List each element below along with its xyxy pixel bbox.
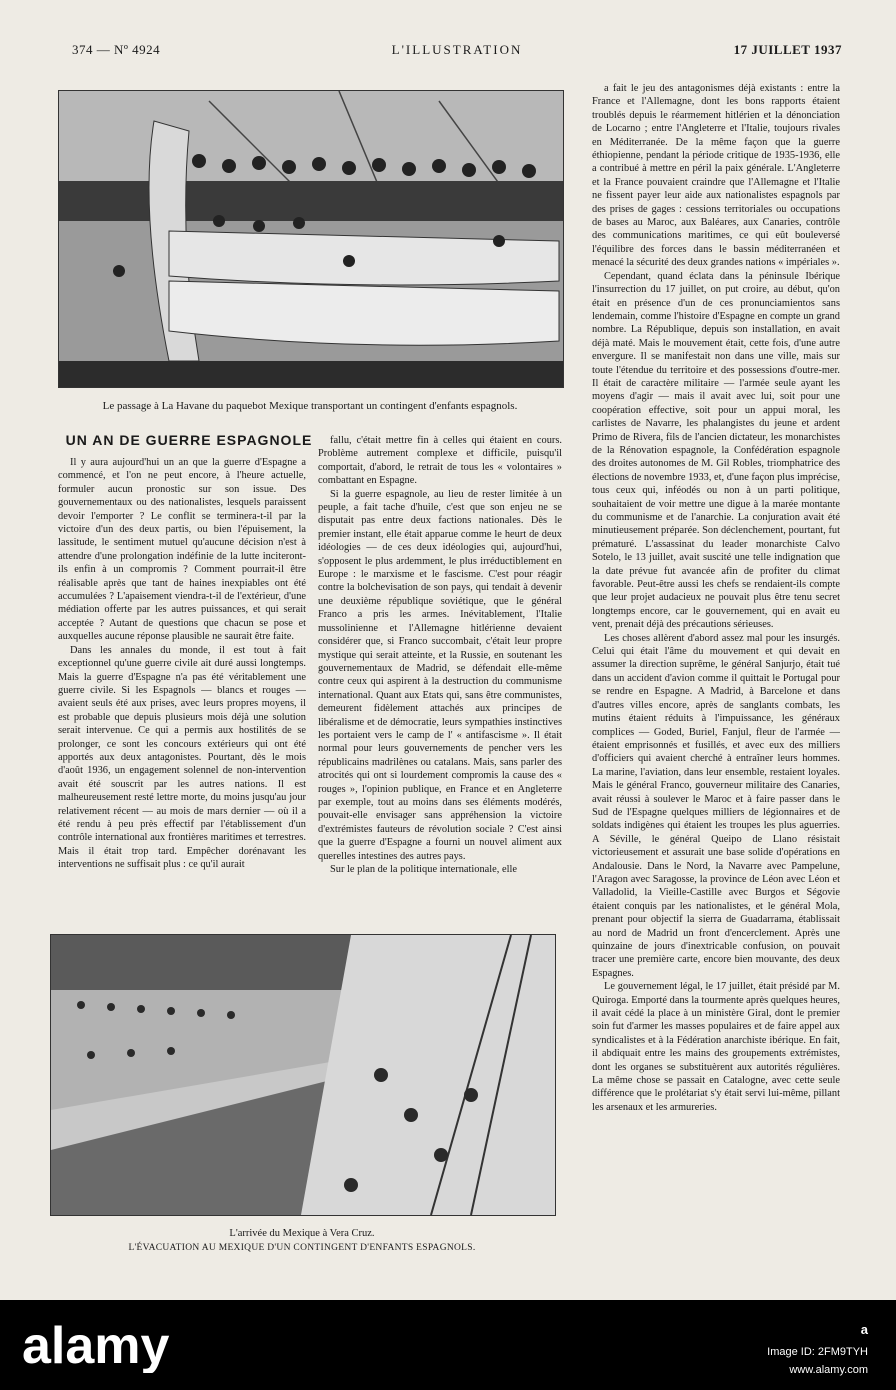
journal-title: L'ILLUSTRATION <box>391 42 523 57</box>
alamy-logo <box>22 1317 332 1373</box>
paragraph: Si la guerre espagnole, au lieu de rester limitée à un peuple, a fait tache d'huile, c'est que son enjeu ne se disputait pas entre deux factions nationales. Dès le premier instant, elle était apparue comme le heurt de deux idéologies — de ces deux idéologies qui, aujourd'hui, s'opposent le plus ardemment, le plus irréductiblement en Europe : le marxisme et le fascisme. C'est pour réagir contre la bolchevisation de son pays, qui tendait à devenir une deuxième république soviétique, que le général Franco a pris les armes. Inévitablement, l'Italie mussolinienne et l'Allemagne hitlérienne devaient considérer que, si Franco succombait, c'était leur propre mystique qui serait atteinte, et la Russie, en soutenant les gouvernementaux de Madrid, se défendait elle-même contre ceux qui aspirent à la destruction du communisme international. Quant aux Etats qui, sans être communistes, demeurent fidèlement attachés aux principes de libéralisme et de démocratie, leurs sympathies instinctives les portaient vers le camp de l' « antifascisme ». Il était normal pour leurs gouvernements de pencher vers les républicains madrilènes ou catalans. Mais, sans parler des atrocités qui ont si lourdement compromis la cause des « rouges », l'opinion publique, en France et en Angleterre par exemple, tout au moins dans ses éléments modérés, pouvait-elle envisager sans appréhension la victoire d'extrémistes fauteurs de révolution sociale ? C'est ainsi que la guerre d'Espagne a fourni un nouvel aliment aux querelles intestines des autres pays. <box>318 488 562 862</box>
running-header <box>72 42 842 62</box>
photo1-caption: Le passage à La Havane du paquebot Mexique transportant un contingent d'enfants espagnols. <box>102 400 518 412</box>
article-title: UN AN DE GUERRE ESPAGNOLE <box>65 432 313 448</box>
banner-image-id: Image ID: 2FM9TYH <box>767 1346 868 1358</box>
paragraph: Le gouvernement légal, le 17 juillet, était présidé par M. Quiroga. Emporté dans la tourmente après quelques heures, il avait cédé la place à un ministère Giral, dont le premier soin fut d'armer les masses populaires et de faire appel aux syndicalistes et à la Fédération anarchiste ibérique. En fait, il abdiquait entre les mains des groupements extrémistes, dont les organes se substituèrent aux autorités régulières. La même chose se passait en Catalogne, avec cette seule différence que le prolétariat s'y était servi lui-même, pillant les arsenaux et les armureries. <box>592 981 840 1113</box>
photo2-caption-title: L'ÉVACUATION AU MEXIQUE D'UN CONTINGENT D'ENFANTS ESPAGNOLS. <box>128 1243 476 1253</box>
photo-ship-havana <box>58 90 564 388</box>
paragraph: Sur le plan de la politique internationale, elle <box>330 864 517 875</box>
svg-text:alamy: alamy <box>22 1317 170 1373</box>
issue-date: 17 JUILLET 1937 <box>733 42 842 57</box>
article-column-2 <box>318 434 562 918</box>
article-column-1 <box>58 456 306 916</box>
paragraph: a fait le jeu des antagonismes déjà existants : entre la France et l'Allemagne, dont les bons rapports étaient troublés depuis le réarmement hitlérien et la dénonciation de Locarno ; entre l'Angleterre et l'Italie, toujours rivales en Méditerranée. De la même façon que la guerre éthiopienne, pendant la période critique de 1935-1936, elle a contribué à mettre en péril la paix générale. L'Angleterre et la France pouvaient craindre que l'Allemagne et l'Italie ne fissent payer leur aide aux nationalistes espagnols par des prises de gages : cessions territoriales ou occupations de bases au Maroc, aux Baléares, aux Canaries, contrôle des communications maritimes, ce qui eût bouleversé l'équilibre des forces dans le bassin méditerranéen et menacé la sécurité des deux grandes nations « impériales ». <box>592 83 840 269</box>
page-number: 374 — Nº 4924 <box>72 42 161 57</box>
banner-brand-mark: a <box>860 1322 868 1337</box>
paragraph: Dans les annales du monde, il est tout à fait exceptionnel qu'une guerre civile ait duré aussi longtemps. Mais la guerre d'Espagne n'a pas été véritablement une guerre civile. Si les Espagnols — blancs et rouges — avaient seuls été aux prises, avec leurs propres moyens, il est probable que depuis plusieurs mois déjà une solution serait intervenue. Ce qui a permis aux hostilités de se prolonger, ce sont les concours extérieurs qui ont été apportés aux deux antagonistes. Pourtant, dès le mois d'août 1936, un engagement solennel de non-intervention avait été souscrit par les autres nations. Il est malheureusement resté lettre morte, du moins jusqu'au jour relativement récent — au mois de mars dernier — où il a été rendu à peu près effectif par l'établissement d'un contrôle international aux frontières maritimes et terrestres. Mais il était trop tard. Empêcher dorénavant les interventions ne suffisait plus : ce qu'il aurait <box>58 644 306 871</box>
banner-site-url: www.alamy.com <box>789 1364 868 1376</box>
paragraph: Les choses allèrent d'abord assez mal pour les insurgés. Celui qui était l'âme du mouvement et qui devait en assumer la direction suprême, le général Sanjurjo, était tué dans un accident d'avion comme il quittait le Portugal pour se rendre en Espagne. A Madrid, à Barcelone et dans d'autres villes encore, après de sanglants combats, les mutins étaient réduits à l'impuissance, les généraux complices — Goded, Buriel, Fanjul, fleur de l'armée — étaient emprisonnés et fusillés, et avec eux des milliers d'officiers qui avaient cherché à entraîner leurs hommes. La marine, l'aviation, dans leur ensemble, restaient loyales. Mais le général Franco, gouverneur militaire des Canaries, avait réussi à soulever le Maroc et à faire passer dans le Sud de l'Espagne quelques milliers de légionnaires et de soldats indigènes qui étaient les troupes les plus aguerries. A Séville, le général Queipo de Llano résistait victorieusement et assurait une base solide d'opérations en Andalousie. Dans le Nord, la Navarre avec Pampelune, l'Aragon avec Saragosse, la province de Léon avec Léon et Valladolid, la Vieille-Castille avec Burgos et Ségovie étaient conquis par les nationalistes, et le général Mola, prenant pour objectif la sierra de Guadarrama, établissait au nord de Madrid un front d'encerclement. Après une quinzaine de jours d'inextricable confusion, on pouvait tracer une première carte, encore bien mouvante, des deux Espagnes. <box>592 632 840 979</box>
photo2-caption <box>50 1226 554 1256</box>
paragraph: Il y aura aujourd'hui un an que la guerre d'Espagne a commencé, et l'on ne peut encore, à l'heure actuelle, formuler aucun pronostic sur son issue. Des gouvernementaux ou des nationalistes, lesquels paraissent devoir l'emporter ? Le conflit se terminera-t-il par la victoire d'un des deux partis, ou bien l'épuisement, la lassitude, le sentiment mutuel qu'aucune décision n'est à attendre d'une prolongation indéfinie de la lutte inciteront-ils enfin à un compromis ? Comment pourrait-il être réalisable après que tant de haines inexpiables ont été accumulées ? L'apaisement viendra-t-il de l'extérieur, d'une médiation offerte par les autres puissances, et qui serait acceptée ? Autant de questions que chacun se pose et auxquelles aucune réponse plausible ne saurait être faite. <box>58 457 306 643</box>
article-column-3 <box>592 82 840 1294</box>
photo-arrival-vera-cruz <box>50 934 556 1216</box>
paragraph: fallu, c'était mettre fin à celles qui étaient en cours. Problème autrement complexe et difficile, puisqu'il comportait, d'abord, le retrait de tous les « volontaires » combattant en Espagne. <box>318 435 562 487</box>
paragraph: Cependant, quand éclata dans la péninsule Ibérique l'insurrection du 17 juillet, on put croire, au début, qu'on était en présence d'un de ces pronunciamientos sans lendemain, comme l'histoire d'Espagne en compte un grand nombre. La République, depuis son installation, en avait déjà maté. Mais le mouvement était, cette fois, d'une autre envergure. Il se manifestait non dans une ville, mais sur toute l'étendue du territoire et des possessions d'outre-mer. Il était de caractère militaire — l'armée seule ayant les moyens d'agir — mais il avait avec lui, soit pour une coopération effective, soit pour un appui moral, les carlistes de Navarre, les phalangistes du jeune et ardent Primo de Rivera, fils de l'ancien dictateur, les monarchistes de la Rénovation espagnole, la Confédération espagnole des droites autonomes de M. Gil Robles, triomphatrice des élections de novembre 1933, et, d'une façon plus imprécise, tous ceux qui, inféodés ou non à un parti politique, souhaitaient de voir mettre une digue à la marée montante du communisme et de l'anarchie. La conjuration avait été minutieusement préparée. Son déclenchement, pourtant, fut prématuré. L'assassinat du leader monarchiste Calvo Sotelo, le 13 juillet, avait suscité une telle indignation que la date prévue fut avancée afin de profiter du climat favorable. Peut-être aussi les chefs se rendaient-ils compte que leur projet audacieux ne pouvait plus être tenu secret longtemps encore, car le gouvernement, qui en avait eu vent, prenait déjà des précautions sérieuses. <box>592 270 840 631</box>
photo2-caption-line: L'arrivée du Mexique à Vera Cruz. <box>229 1228 375 1239</box>
